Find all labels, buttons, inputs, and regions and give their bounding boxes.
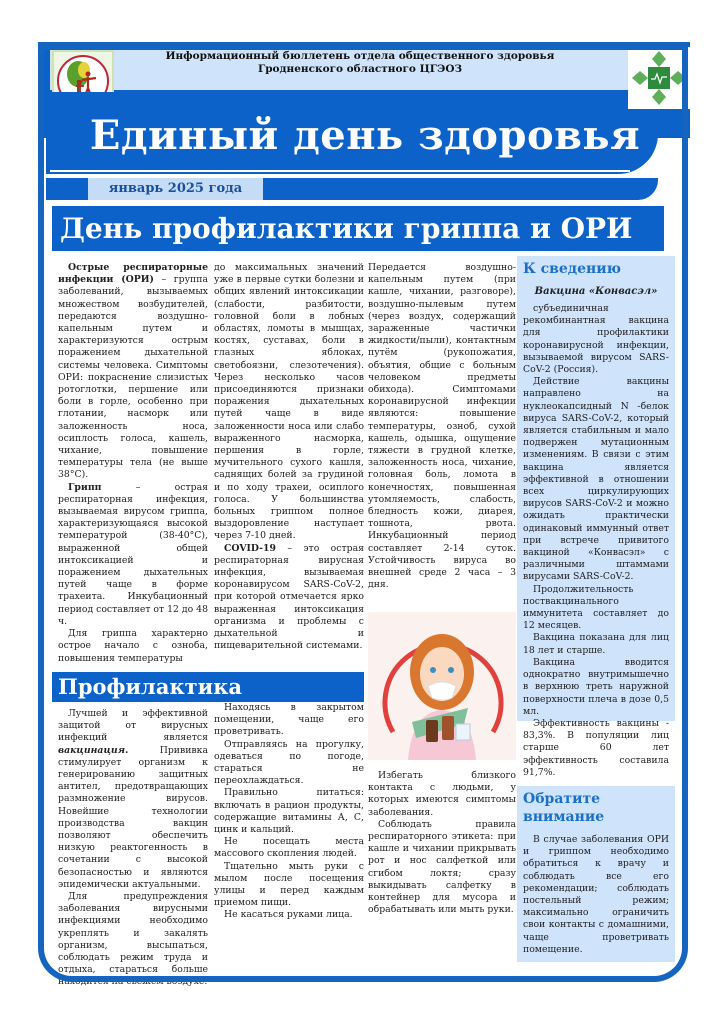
prevention-tip: Отправляясь на прогулку, одеваться по погоде, стараться не переохлаждаться. bbox=[214, 738, 364, 787]
info-paragraph: Продолжительность поствакцинального иммунитета составляет до 12 месяцев. bbox=[523, 583, 669, 632]
info-paragraph: субъединичная рекомбинантная вакцина для профилактики коронавирусной инфекции, вызываемой вирусом SARS-CoV-2 (Россия). bbox=[523, 303, 669, 376]
sidebar-attention-heading: Обратите внимание bbox=[523, 791, 605, 825]
flu-term: Грипп bbox=[68, 481, 102, 493]
prevention-tip: Правильно питаться: включать в рацион продукты, содержащие витамины А, С, цинк и кальций. bbox=[214, 787, 364, 836]
prevention-tip: Не касаться руками лица. bbox=[224, 909, 353, 921]
prevention-intro: Лучшей и эффективной защитой от вирусных инфекций является bbox=[58, 708, 208, 744]
prevention-tip: Находясь в закрытом помещении, чаще его проветривать. bbox=[214, 702, 364, 738]
prevention-heading: Профилактика bbox=[52, 672, 364, 702]
flu-text: – острая респираторная инфекция, вызываемая вирусом гриппа, характеризующаяся высокой температурой (38-40°С), выраженной общей интоксикацией и поражением дыхательных путей чаще в форме трахеита. Инкубационный период составляет от 12 до 48 ч. bbox=[58, 481, 209, 627]
vaccination-emphasis: вакцинация. bbox=[58, 744, 129, 756]
info-paragraph: Эффективность вакцины - 83,3%. В популяции лиц старше 60 лет эффективность составила 91,7%. bbox=[523, 717, 669, 778]
prevention-intro-end: Прививка стимулирует организм к генерированию защитных антител, предотвращающих размножение вирусов. Новейшие технологии производства вакцин позволяют обеспечить низкую реактогенность в сочетании с высокой безопасностью и являются эпидемически актуальными. bbox=[58, 744, 208, 890]
newsletter-title: Единый день здоровья bbox=[89, 112, 641, 159]
page-frame bbox=[38, 42, 688, 982]
issue-date: январь 2025 года bbox=[88, 178, 263, 200]
prevention-tip: Тщательно мыть руки с мылом после посещения улицы и перед каждым приемом пищи. bbox=[214, 860, 364, 909]
covid-text: – это острая респираторная вирусная инфекция, вызываемая коронавирусом SARS-CoV-2, при которой отмечается ярко выраженная интоксикация организма и проблемы с дыхательной и пищеварительной системами. bbox=[214, 542, 364, 652]
ori-text: – группа заболеваний, вызываемых множеством возбудителей, передаются воздушно-капельным путем и характеризуются острым поражением дыхательной системы человека. Симптомы ОРИ: покраснение слизистых ротоглотки, першение или боли в горле, особенно при глотании, насморк или заложенность носа, осиплость голоса, кашель, чихание, повышение температуры тела (не выше 38°С). bbox=[58, 274, 208, 481]
info-paragraph: Действие вакцины направлено на нуклеокапсидный N -белок вируса SARS-CoV-2, который является стабильным и мало подвержен мутационным изменениям. В связи с этим вакцина является эффективной в отношении всех циркулирующих вирусов SARS-CoV-2 и можно ожидать практически одинаковый иммунный ответ при встрече привитого вакциной «Конвасэл» с различными штаммами вирусами SARS-CoV-2. bbox=[523, 376, 669, 583]
flu-continued: до максимальных значений уже в первые сутки болезни и общих явлений интоксикации (слабости, разбитости, головной боли в лобных областях, ломоты в мышцах, костях, суставах, боли в глазных яблоках, светобоязни, слезотечения). Через несколько часов присоединяются признаки поражения дыхательных путей чаще в виде заложенности носа или слабо выраженного насморка, першения в горле, мучительного сухого кашля, саднящих болей за грудиной и по ходу трахеи, осиплого голоса. У большинства больных гриппом полное выздоровление наступает через 7-10 дней. bbox=[214, 262, 364, 542]
prevention-tip: Избегать близкого контакта с людьми, у которых имеются симптомы заболевания. bbox=[368, 770, 516, 818]
bulletin-line-1: Информационный бюллетень отдела общественного здоровья bbox=[165, 50, 555, 62]
ori-term: Острые респираторные инфекции (ОРИ) bbox=[58, 262, 208, 286]
bulletin-line-2: Гродненского областного ЦГЭОЗ bbox=[257, 63, 463, 75]
main-headline: День профилактики гриппа и ОРИ bbox=[52, 206, 664, 251]
info-paragraph: Вакцина вводится однократно внутримышечно в верхнюю треть наружной поверхности плеча в дозе 0,5 мл. bbox=[523, 656, 669, 717]
info-paragraph: Вакцина показана для лиц 18 лет и старше. bbox=[523, 632, 669, 656]
prevention-paragraph-2: Для предупреждения заболевания вирусными инфекциями необходимо укреплять и закалять организм, высыпаться, соблюдать режим труда и отдыха, стараться больше находится на свежем воздухе. bbox=[58, 891, 208, 988]
covid-continued: Передается воздушно-капельным путем (при кашле, чихании, разговоре), воздушно-пылевым путем (через воздух, содержащий зараженные частички жидкости/пыли), контактным путём (рукопожатия, объятия, общие с больным человеком предметы обихода). Симптомами коронавирусной инфекции являются: повышение температуры, озноб, сухой кашель, одышка, ощущение тяжести в грудной клетке, заложенность носа, чихание, головная боль, ломота в конечностях, повышенная утомляемость, слабость, бледность кожи, диарея, тошнота, рвота. Инкубационный период составляет 2-14 суток. Устойчивость вируса во внешней среде 2 часа – 3 дня. bbox=[368, 262, 516, 591]
flu-onset: Для гриппа характерно острое начало с озноба, повышения температуры bbox=[58, 628, 208, 664]
vaccine-name: Вакцина «Конвасэл» bbox=[534, 286, 658, 297]
sidebar-info-heading: К сведению bbox=[523, 261, 621, 277]
covid-term: COVID-19 bbox=[224, 542, 276, 554]
attention-paragraph: В случае заболевания ОРИ и гриппом необходимо обратиться к врачу и соблюдать все его рекомендации; соблюдать постельный режим; максимально ограничить свои контакты с домашними, чаще проветривать помещение. bbox=[523, 834, 669, 955]
prevention-tip: Не посещать места массового скопления людей. bbox=[214, 836, 364, 860]
prevention-tip: Соблюдать правила респираторного этикета: при кашле и чихании прикрывать рот и нос салфеткой или сгибом локтя; сразу выкидывать салфетку в контейнер для мусора и обрабатывать или мыть руки. bbox=[368, 818, 516, 916]
